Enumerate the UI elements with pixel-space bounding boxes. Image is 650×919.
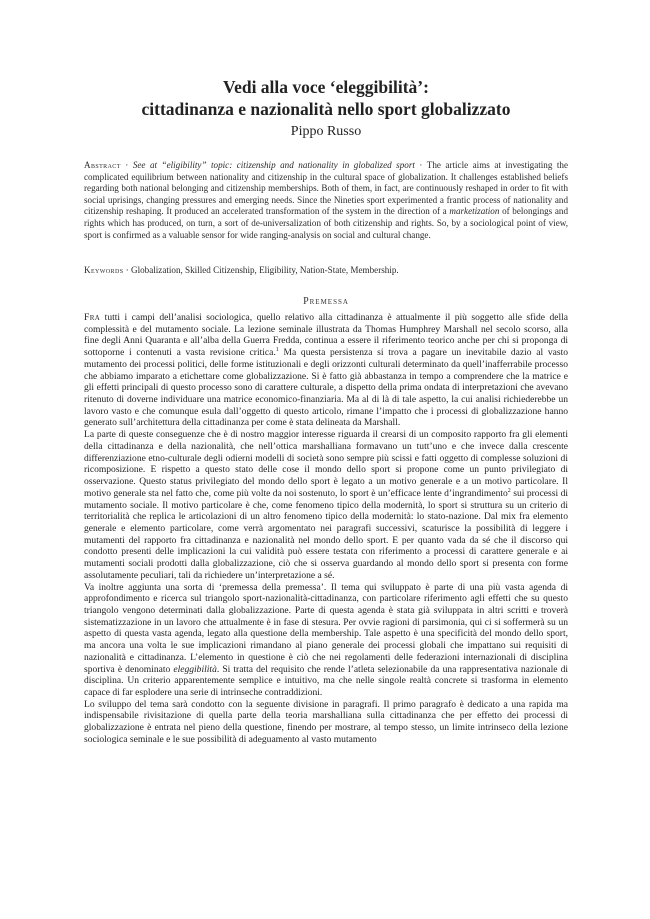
keywords-label: Keywords (84, 265, 124, 275)
abstract-separator: · (120, 160, 133, 170)
paragraph-3-text-a: Va inoltre aggiunta una sorta di ‘premessa della premessa’. Il tema qui sviluppato è parte di una più vasta agenda di approfondimento e ricerca sul triangolo sport-nazionalità-cittadinanza, con particolare riferimento agli effetti che su questo triangolo vengono determinati dalla globalizzazione. Parte di questa agenda è stata già sviluppata in altri scritti e troverà sistematizzazione in un lavoro che attualmente è in fase di stesura. Per ovvie ragioni di parsimonia, qui ci si soffermerà su un aspetto di questa vasta agenda, legato alla questione della membership. Tale aspetto è una specificità del mondo dello sport, ma ancora una volta le sue implicazioni rimandano al piano generale dei processi globali che impattano sui requisiti di nazionalità e cittadinanza. L’elemento in questione è ciò che nei regolamenti delle federazioni internazionali di disciplina sportiva è denominato (84, 581, 568, 675)
paragraph-4-text: Lo sviluppo del tema sarà condotto con la seguente divisione in paragrafi. Il primo paragrafo è dedicato a una rapida ma indispensabile rivisitazione di quella parte della teoria marshalliana sulla cittadinanza che per effetto dei processi di globalizzazione è entrata nel pieno della questione, finendo per mostrare, al tempo stesso, un limite intrinseco della lezione sociologica seminale e le sue possibilità di adeguamento al vasto mutamento (84, 698, 568, 745)
section-heading: Premessa (303, 296, 349, 307)
abstract-italic-word: marketization (449, 206, 500, 217)
article-title (84, 76, 568, 120)
paragraph-2-text-a: La parte di queste conseguenze che è di nostro maggior interesse riguarda il crearsi di un composito rapporto fra gli elementi della cittadinanza e della nazionalità, che nell’ottica marshalliana formavano un tutt’uno e che invece dalla crescente differenziazione etno-culturale degli odierni modelli di società sono sempre più scissi e fatti oggetto di complesse soluzioni di ricomposizione. E rispetto a questo stato delle cose il mondo dello sport si propone come un punto privilegiato di osservazione. Questo status privilegiato del mondo dello sport è legato a un motivo generale e a un motivo particolare. Il motivo generale sta nel fatto che, come più volte da noi sostenuto, lo sport è un’efficace lente d’ingrandimento (84, 429, 568, 499)
abstract-text-a: · The article aims at investigating the complicated equilibrium between nationality and citizenship in the cultural space of globalization. It challenges established beliefs regarding both national belonging and citizenship memberships. Both of them, in fact, are continuously reshaped in order to fit with social uprisings, changing pressures and emerging needs. Since the Nineties sport experimented a frantic process of nationality and citizenship reshaping. It produced an accelerated transformation of the system in the direction of a (84, 160, 568, 217)
paragraph-1-text-b: Ma questa persistenza si trova a pagare un inevitabile dazio al vasto mutamento dei processi politici, delle forme istituzionali e degli orizzonti culturali determinato da quell’inafferrabile processo che abbiamo imparato a etichettare come globalizzazione. Si è fatto già abbastanza in tempo a comprendere che la matrice e gli effetti principali di questo processo sono di carattere culturale, a dispetto della prima ondata di interpretazioni che avevano ritenuto di doverne individuare una matrice economico-finanziaria. Ma al di là di tale aspetto, la cui analisi richiederebbe un lavoro vasto e che comunque esula dall’oggetto di questo articolo, rimane l’impatto che i processi di globalizzazione hanno generato sull’architettura della cittadinanza per come è stata delineata da Marshall. (84, 347, 568, 429)
abstract-english-title: See at “eligibility” topic: citizenship and nationality in globalized sport (132, 160, 415, 170)
paragraph-3-italic: eleggibilità (173, 663, 217, 675)
paragraph-2 (84, 429, 568, 581)
paragraph-4 (84, 699, 568, 746)
paragraph-1-lead: Fra (84, 312, 101, 323)
footnote-marker-2: 2 (507, 487, 511, 494)
author-name: Pippo Russo (290, 124, 362, 139)
paragraph-2-text-b: sui processi di mutamento sociale. Il motivo particolare è che, come fenomeno tipico della modernità, lo sport si struttura su un criterio di territorialità che replica le articolazioni di un altro fenomeno tipico della modernità: lo stato-nazione. Dal mix fra elemento generale e elemento particolare, come verrà argomentato nei paragrafi successivi, scaturisce la possibilità di leggere i mutamenti del rapporto fra cittadinanza e nazionalità nel mondo dello sport. E per quanto vada da sé che il discorso qui condotto presenti delle implicazioni la cui validità può essere testata con riferimento a processi di carattere generale e ai mutamenti sociali prodotti dalla globalizzazione, ciò che si osserva guardando al mondo dello sport si presenta con forme assolutamente peculiari, tali da richiedere un’interpretazione a sé. (84, 487, 569, 581)
abstract (84, 160, 568, 241)
paragraph-1 (84, 312, 568, 429)
title-line-2: cittadinanza e nazionalità nello sport globalizzato (141, 99, 511, 119)
article-body (84, 312, 568, 746)
paragraph-3-text-b: . Si tratta del requisito che rende l’atleta selezionabile da una rappresentativa nazionale di disciplina. Un criterio apparentemente semplice e intuitivo, ma che nelle singole realtà concrete si trasforma in elemento capace di far esplodere una serie di intrinseche contraddizioni. (84, 663, 568, 698)
paragraph-3 (84, 582, 568, 699)
abstract-text-b: of belongings and rights which has produced, on turn, a sort of de-universalization of both citizenship and rights. So, by a sociological point of view, sport is confirmed as a valuable sensor for wide ranging-analysis on social and cultural change. (84, 206, 569, 240)
keywords-text: · Globalization, Skilled Citizenship, Eligibility, Nation-State, Membership. (123, 265, 399, 275)
article-page (84, 0, 568, 919)
abstract-label: Abstract (84, 160, 121, 170)
footnote-marker-1: 1 (275, 347, 279, 354)
paragraph-1-text-a: tutti i campi dell’analisi sociologica, quello relativo alla cittadinanza è attualmente il più soggetto alle sfide della complessità e del mutamento sociale. La lezione seminale illustrata da Thomas Humphrey Marshall nel secolo scorso, alla fine degli Anni Quaranta e all’alba della Guerra Fredda, continua a essere il riferimento teorico anche per chi si proponga di sottoporne i contenuti a vasta revisione critica. (84, 312, 568, 359)
keywords (84, 265, 568, 277)
title-line-1: Vedi alla voce ‘eleggibilità’: (223, 77, 429, 97)
